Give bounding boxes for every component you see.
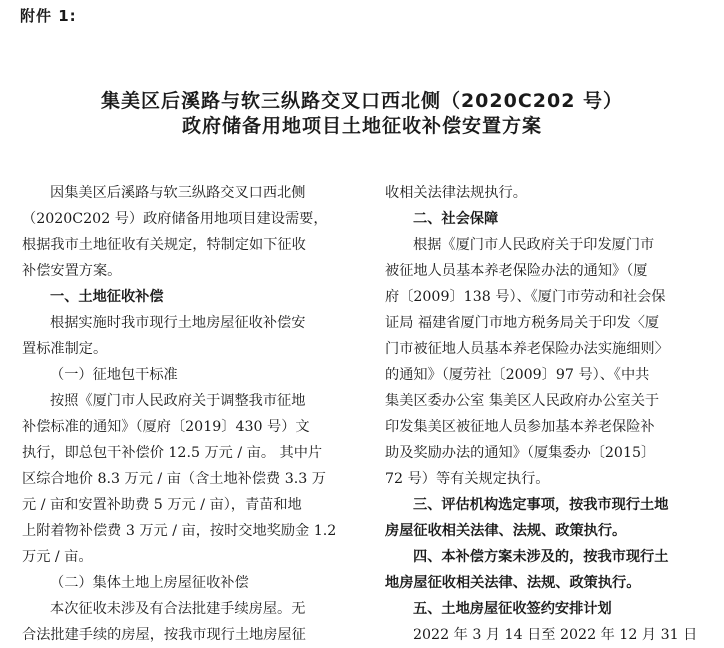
text-line: 补偿安置方案。 <box>22 263 122 279</box>
text-line: 房屋征收相关法律、法规、政策执行。 <box>385 523 627 539</box>
document-title-line-1: 集美区后溪路与软三纵路交叉口西北侧（2020C202 号） <box>100 90 624 112</box>
text-line: 根据实施时我市现行土地房屋征收补偿安 <box>50 315 306 331</box>
text-line: 三、评估机构选定事项，按我市现行土地 <box>413 497 669 513</box>
text-line: 合法批建手续的房屋，按我市现行土地房屋征 <box>22 627 306 643</box>
text-line: 四、本补偿方案未涉及的，按我市现行土 <box>413 549 669 565</box>
text-line: 二、社会保障 <box>413 211 499 227</box>
text-line: 印发集美区被征地人员参加基本养老保险补 <box>385 419 655 435</box>
text-line: 上附着物补偿费 3 万元 / 亩，按时交地奖励金 1.2 <box>22 523 337 539</box>
text-line: 补偿标准的通知》（厦府〔2019〕430 号）文 <box>22 419 310 435</box>
text-line: 一、土地征收补偿 <box>50 289 164 305</box>
text-line: 助及奖励办法的通知》（厦集委办〔2015〕 <box>385 445 656 461</box>
text-line: （2020C202 号）政府储备用地项目建设需要， <box>22 211 328 227</box>
text-line: 门市被征地人员基本养老保险办法实施细则〉 <box>385 341 669 357</box>
text-line: 区综合地价 8.3 万元 / 亩（含土地补偿费 3.3 万 <box>22 471 326 487</box>
text-line: 集美区委办公室 集美区人民政府办公室关于 <box>385 393 660 409</box>
text-line: 执行，即总包干补偿价 12.5 万元 / 亩。 其中片 <box>22 445 323 461</box>
text-line: 万元 / 亩。 <box>22 549 93 565</box>
text-line: 元 / 亩和安置补助费 5 万元 / 亩），青苗和地 <box>22 497 302 513</box>
text-line: 收相关法律法规执行。 <box>385 185 527 201</box>
text-line: 根据我市土地征收有关规定，特制定如下征收 <box>22 237 306 253</box>
text-line: （一）征地包干标准 <box>50 367 178 383</box>
text-line: 按照《厦门市人民政府关于调整我市征地 <box>50 393 306 409</box>
text-line: 因集美区后溪路与软三纵路交叉口西北侧 <box>50 185 306 201</box>
attachment-label: 附件 1: <box>20 7 77 25</box>
text-line: 本次征收未涉及有合法批建手续房屋。无 <box>50 601 306 617</box>
text-line: 72 号）等有关规定执行。 <box>385 471 550 487</box>
text-line: 府〔2009〕138 号）、《厦门市劳动和社会保 <box>385 289 666 305</box>
text-line: 置标准制定。 <box>22 341 108 357</box>
text-line: 地房屋征收相关法律、法规、政策执行。 <box>385 575 641 591</box>
left-text-column <box>22 180 357 648</box>
text-line: 被征地人员基本养老保险办法的通知》（厦 <box>385 263 648 279</box>
right-text-column <box>385 180 705 648</box>
text-line: 根据《厦门市人民政府关于印发厦门市 <box>413 237 655 253</box>
text-line: 证局 福建省厦门市地方税务局关于印发〈厦 <box>385 315 660 331</box>
text-line: 五、土地房屋征收签约安排计划 <box>413 601 612 617</box>
text-line: 的通知》（厦劳社〔2009〕97 号）、《中共 <box>385 367 650 383</box>
document-title-line-2: 政府储备用地项目土地征收补偿安置方案 <box>181 115 542 137</box>
text-line: （二）集体土地上房屋征收补偿 <box>50 575 249 591</box>
text-line: 2022 年 3 月 14 日至 2022 年 12 月 31 日 <box>413 627 698 643</box>
